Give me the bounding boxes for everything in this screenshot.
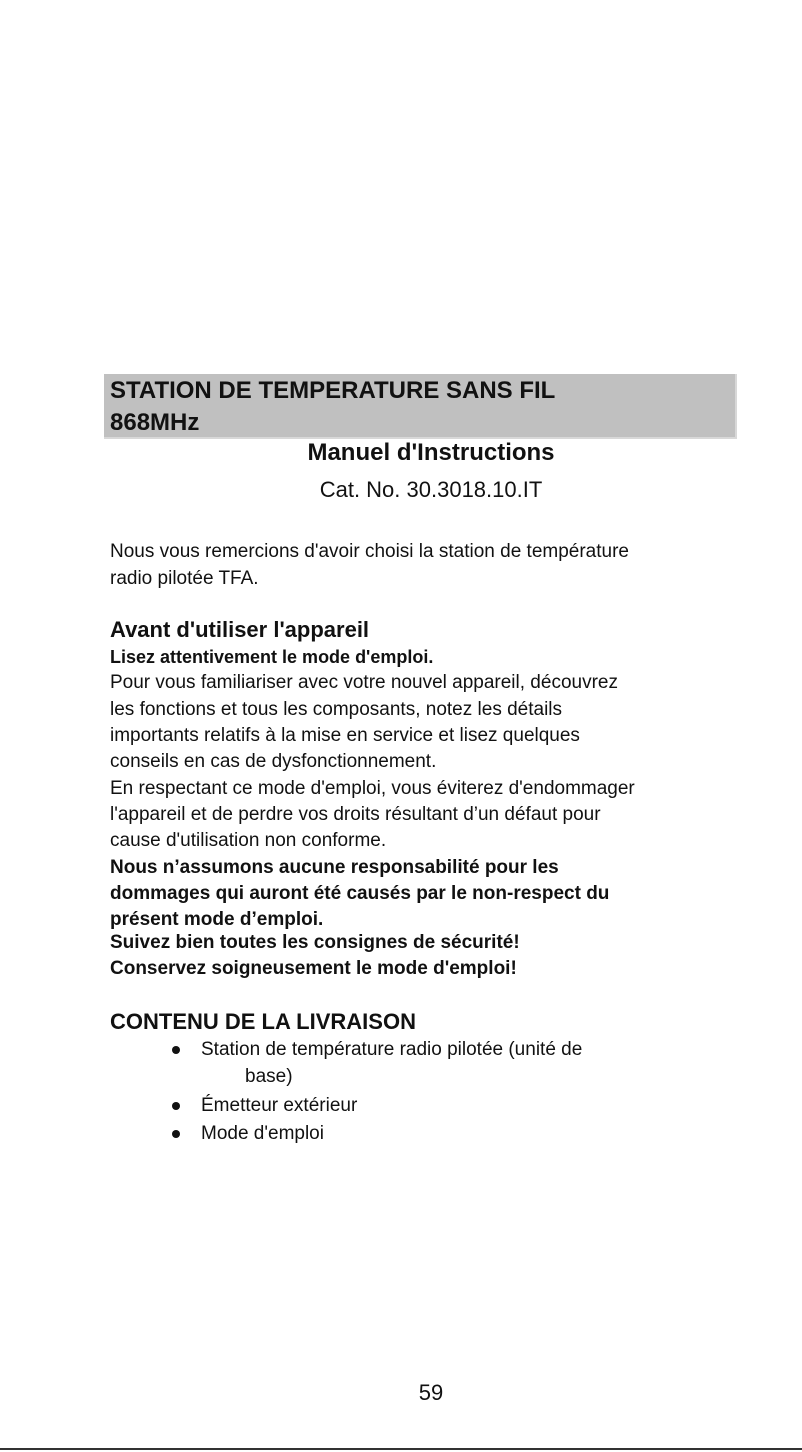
body-line: cause d'utilisation non conforme. (110, 830, 387, 851)
title-box (104, 374, 737, 439)
body-line: conseils en cas de dysfonctionnement. (110, 751, 437, 772)
title-line-1: STATION DE TEMPERATURE SANS FIL (110, 377, 556, 404)
intro-line: Nous vous remercions d'avoir choisi la station de température (110, 541, 629, 562)
list-item: Émetteur extérieur (201, 1095, 358, 1116)
warning-line: Conservez soigneusement le mode d'emploi! (110, 958, 517, 979)
warning-line: dommages qui auront été causés par le non-respect du (110, 883, 610, 904)
body-line: l'appareil et de perdre vos droits résultant d’un défaut pour (110, 804, 601, 825)
list-item: Mode d'emploi (201, 1123, 324, 1144)
list-item-continuation: base) (245, 1066, 293, 1087)
list-item: Station de température radio pilotée (unité de (201, 1039, 583, 1060)
body-line: importants relatifs à la mise en service et lisez quelques (110, 725, 580, 746)
catalog-number: Cat. No. 30.3018.10.IT (319, 477, 543, 502)
warning-line: Suivez bien toutes les consignes de sécurité! (110, 932, 520, 953)
warning-line: présent mode d’emploi. (110, 909, 324, 930)
body-line: Pour vous familiariser avec votre nouvel appareil, découvrez (110, 672, 618, 693)
page-number: 59 (418, 1380, 444, 1405)
contents-heading: CONTENU DE LA LIVRAISON (110, 1009, 416, 1034)
title-line-2: 868MHz (110, 409, 200, 436)
intro-line: radio pilotée TFA. (110, 568, 259, 589)
page-divider (0, 1448, 802, 1450)
body-line: les fonctions et tous les composants, notez les détails (110, 699, 563, 720)
body-line: En respectant ce mode d'emploi, vous éviterez d'endommager (110, 778, 635, 799)
section-heading: Avant d'utiliser l'appareil (110, 617, 370, 642)
warning-line: Nous n’assumons aucune responsabilité pour les (110, 857, 559, 878)
section-subheading: Lisez attentivement le mode d'emploi. (110, 647, 434, 667)
bullet-icon (172, 1102, 180, 1110)
bullet-icon (172, 1130, 180, 1138)
subtitle: Manuel d'Instructions (307, 439, 555, 466)
bullet-icon (172, 1046, 180, 1054)
